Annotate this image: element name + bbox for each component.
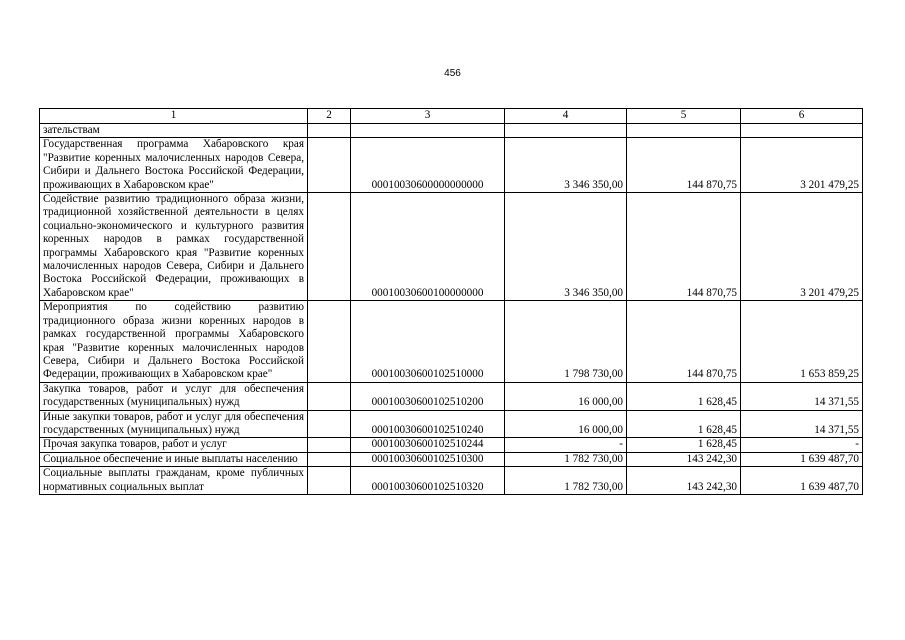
column-header-6: 6 <box>741 109 863 124</box>
table-row <box>40 193 863 301</box>
row-value-4-cell: 3 346 350,00 <box>505 193 627 301</box>
row-value-5-cell: 1 628,45 <box>627 382 741 410</box>
row-value-5-cell: 1 628,45 <box>627 410 741 438</box>
table-header-row <box>40 109 863 124</box>
row-col2-cell <box>308 410 351 438</box>
row-name-cell: Закупка товаров, работ и услуг для обеспечения государственных (муниципальных) нужд <box>40 382 308 410</box>
row-col2-cell <box>308 301 351 382</box>
row-value-5-cell: 1 628,45 <box>627 438 741 452</box>
row-value-4-cell: 3 346 350,00 <box>505 138 627 193</box>
column-header-3: 3 <box>351 109 505 124</box>
table-row <box>40 301 863 382</box>
row-name-cell: Социальное обеспечение и иные выплаты населению <box>40 452 308 466</box>
table-row <box>40 452 863 466</box>
column-header-2: 2 <box>308 109 351 124</box>
row-code-cell: 00010030600102510200 <box>351 382 505 410</box>
row-value-4-cell: 16 000,00 <box>505 410 627 438</box>
row-col2-cell <box>308 138 351 193</box>
row-value-4-cell: 1 782 730,00 <box>505 452 627 466</box>
row-value-5-cell: 144 870,75 <box>627 193 741 301</box>
page-number: 456 <box>444 68 461 79</box>
row-code-cell: 00010030600102510000 <box>351 301 505 382</box>
row-name-cell: зательствам <box>40 124 308 138</box>
table-row <box>40 124 863 138</box>
row-col2-cell <box>308 467 351 495</box>
table-row <box>40 382 863 410</box>
row-value-6-cell: 14 371,55 <box>741 382 863 410</box>
row-value-5-cell: 144 870,75 <box>627 301 741 382</box>
column-header-5: 5 <box>627 109 741 124</box>
row-code-cell <box>351 124 505 138</box>
row-name-cell: Иные закупки товаров, работ и услуг для обеспечения государственных (муниципальных) нужд <box>40 410 308 438</box>
table-row <box>40 138 863 193</box>
row-value-6-cell: 3 201 479,25 <box>741 193 863 301</box>
row-value-6-cell: 1 639 487,70 <box>741 467 863 495</box>
row-value-6-cell: 1 653 859,25 <box>741 301 863 382</box>
row-value-6-cell: 3 201 479,25 <box>741 138 863 193</box>
table-row <box>40 467 863 495</box>
row-value-6-cell: 14 371,55 <box>741 410 863 438</box>
row-value-4-cell: 16 000,00 <box>505 382 627 410</box>
row-value-4-cell: 1 798 730,00 <box>505 301 627 382</box>
row-value-6-cell: 1 639 487,70 <box>741 452 863 466</box>
row-value-5-cell: 143 242,30 <box>627 452 741 466</box>
row-value-6-cell <box>741 124 863 138</box>
table-body <box>40 124 863 495</box>
row-col2-cell <box>308 193 351 301</box>
row-col2-cell <box>308 452 351 466</box>
table-row <box>40 438 863 452</box>
row-name-cell: Содействие развитию традиционного образа жизни, традиционной хозяйственной деятельности в целях социально-экономического и культурного развития коренных народов в рамках государственной программы Хабаровского края "Развитие коренных малочисленных народов Севера, Сибири и Дальнего Востока Российской Федерации, проживающих в Хабаровском крае" <box>40 193 308 301</box>
row-code-cell: 00010030600102510300 <box>351 452 505 466</box>
row-name-cell: Прочая закупка товаров, работ и услуг <box>40 438 308 452</box>
row-value-5-cell <box>627 124 741 138</box>
row-value-5-cell: 143 242,30 <box>627 467 741 495</box>
column-header-1: 1 <box>40 109 308 124</box>
row-code-cell: 00010030600102510240 <box>351 410 505 438</box>
row-value-5-cell: 144 870,75 <box>627 138 741 193</box>
budget-table <box>39 108 863 495</box>
row-code-cell: 00010030600100000000 <box>351 193 505 301</box>
row-name-cell: Государственная программа Хабаровского края "Развитие коренных малочисленных народов Севера, Сибири и Дальнего Востока Российской Федерации, проживающих в Хабаровском крае" <box>40 138 308 193</box>
row-col2-cell <box>308 124 351 138</box>
column-header-4: 4 <box>505 109 627 124</box>
row-code-cell: 00010030600000000000 <box>351 138 505 193</box>
row-name-cell: Мероприятия по содействию развитию традиционного образа жизни коренных народов в рамках государственной программы Хабаровского края "Развитие коренных малочисленных народов Севера, Сибири и Дальнего Востока Российской Федерации, проживающих в Хабаровском крае" <box>40 301 308 382</box>
row-value-4-cell <box>505 124 627 138</box>
row-code-cell: 00010030600102510244 <box>351 438 505 452</box>
row-code-cell: 00010030600102510320 <box>351 467 505 495</box>
row-value-4-cell: 1 782 730,00 <box>505 467 627 495</box>
row-col2-cell <box>308 438 351 452</box>
row-value-6-cell: - <box>741 438 863 452</box>
row-value-4-cell: - <box>505 438 627 452</box>
table-row <box>40 410 863 438</box>
row-name-cell: Социальные выплаты гражданам, кроме публичных нормативных социальных выплат <box>40 467 308 495</box>
row-col2-cell <box>308 382 351 410</box>
